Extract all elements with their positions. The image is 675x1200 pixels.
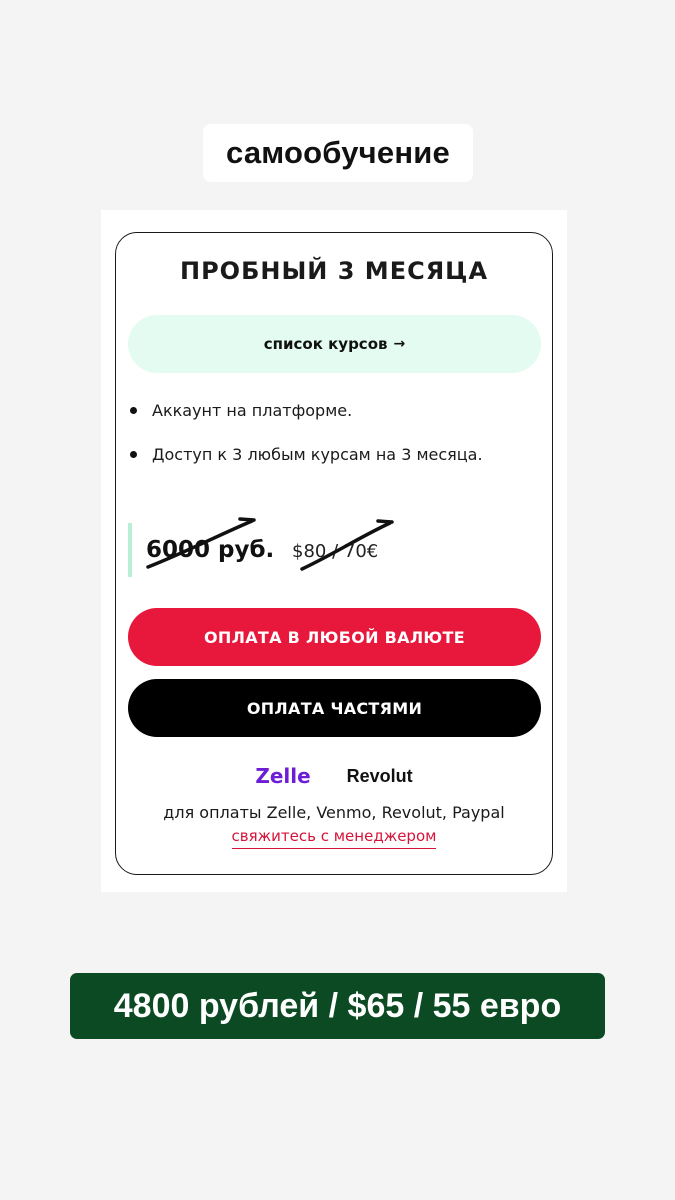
price-accent-bar	[128, 523, 132, 577]
old-price-usd-eur: $80 / 70€	[292, 541, 379, 562]
pricing-card	[115, 232, 553, 875]
section-label: самообучение	[203, 124, 473, 182]
arrow-right-icon: →	[393, 336, 406, 352]
payment-logos	[116, 761, 552, 791]
plan-title: ПРОБНЫЙ 3 МЕСЯЦА	[179, 257, 489, 285]
course-list-button[interactable]	[128, 315, 541, 373]
revolut-logo: Revolut	[346, 765, 413, 786]
old-price-rub: 6000 руб.	[146, 537, 275, 563]
contact-manager-link[interactable]: свяжитесь с менеджером	[232, 827, 437, 849]
payment-note: для оплаты Zelle, Venmo, Revolut, Paypal	[163, 803, 505, 822]
zelle-logo: Zelle	[255, 764, 311, 788]
bullet-icon	[130, 407, 137, 414]
old-price-row	[128, 523, 528, 577]
feature-item	[128, 401, 483, 445]
bullet-icon	[130, 451, 137, 458]
contact-manager-wrapper	[116, 827, 552, 846]
feature-text: Доступ к 3 любым курсам на 3 месяца.	[152, 445, 483, 464]
course-list-label: список курсов	[263, 335, 388, 353]
feature-list	[128, 401, 483, 489]
new-price-badge: 4800 рублей / $65 / 55 евро	[70, 973, 605, 1039]
pay-installments-button[interactable]: ОПЛАТА ЧАСТЯМИ	[128, 679, 541, 737]
feature-text: Аккаунт на платформе.	[152, 401, 353, 420]
feature-item	[128, 445, 483, 489]
pay-any-currency-button[interactable]: ОПЛАТА В ЛЮБОЙ ВАЛЮТЕ	[128, 608, 541, 666]
